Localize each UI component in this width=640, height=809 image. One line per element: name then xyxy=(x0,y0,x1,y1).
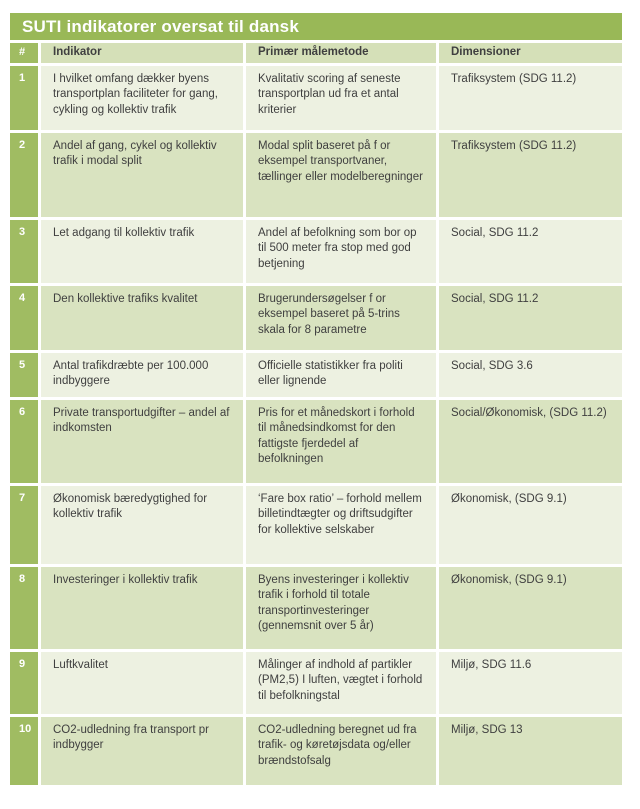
table-header-row xyxy=(10,43,622,63)
table-title: SUTI indikatorer oversat til dansk xyxy=(10,13,622,40)
method-cell: Målinger af indhold af partikler (PM2,5) I luften, vægtet i forhold til befolkningstal xyxy=(246,652,436,714)
dimension-cell: Social, SDG 11.2 xyxy=(439,286,622,350)
method-cell: CO2-udledning beregnet ud fra trafik- og køretøjsdata og/eller brændstofsalg xyxy=(246,717,436,785)
indicator-cell: Investeringer i kollektiv trafik xyxy=(41,567,243,649)
table-body xyxy=(10,66,622,785)
table-row xyxy=(10,567,622,649)
row-number-cell: 3 xyxy=(10,220,38,283)
row-number-cell: 9 xyxy=(10,652,38,714)
row-number-cell: 6 xyxy=(10,400,38,483)
indicator-cell: Luftkvalitet xyxy=(41,652,243,714)
indicator-cell: Økonomisk bæredygtighed for kollektiv trafik xyxy=(41,486,243,564)
dimension-cell: Trafiksystem (SDG 11.2) xyxy=(439,66,622,130)
dimension-cell: Social/Økonomisk, (SDG 11.2) xyxy=(439,400,622,483)
row-number-cell: 10 xyxy=(10,717,38,785)
method-cell: Modal split baseret på f or eksempel transportvaner, tællinger eller modelberegninger xyxy=(246,133,436,217)
dimension-cell: Trafiksystem (SDG 11.2) xyxy=(439,133,622,217)
suti-indicator-table xyxy=(10,13,622,785)
header-number-cell: # xyxy=(10,43,38,63)
method-cell: Pris for et månedskort i forhold til månedsindkomst for den fattigste fjerdedel af befolkningen xyxy=(246,400,436,483)
row-number-cell: 2 xyxy=(10,133,38,217)
row-number-cell: 7 xyxy=(10,486,38,564)
table-row xyxy=(10,286,622,350)
table-row xyxy=(10,133,622,217)
indicator-cell: Antal trafikdræbte per 100.000 indbyggere xyxy=(41,353,243,397)
indicator-cell: CO2-udledning fra transport pr indbygger xyxy=(41,717,243,785)
indicator-cell: I hvilket omfang dækker byens transportplan faciliteter for gang, cykling og kollektiv trafik xyxy=(41,66,243,130)
row-number-cell: 4 xyxy=(10,286,38,350)
row-number-cell: 1 xyxy=(10,66,38,130)
table-row xyxy=(10,400,622,483)
header-method-cell: Primær målemetode xyxy=(246,43,436,63)
table-row xyxy=(10,220,622,283)
method-cell: Brugerundersøgelser f or eksempel baseret på 5-trins skala for 8 parametre xyxy=(246,286,436,350)
header-dimension-cell: Dimensioner xyxy=(439,43,622,63)
method-cell: Officielle statistikker fra politi eller lignende xyxy=(246,353,436,397)
method-cell: ‘Fare box ratio’ – forhold mellem billetindtægter og driftsudgifter for kollektive selskaber xyxy=(246,486,436,564)
indicator-cell: Andel af gang, cykel og kollektiv trafik i modal split xyxy=(41,133,243,217)
table-row xyxy=(10,66,622,130)
indicator-cell: Let adgang til kollektiv trafik xyxy=(41,220,243,283)
method-cell: Andel af befolkning som bor op til 500 meter fra stop med god betjening xyxy=(246,220,436,283)
header-indicator-cell: Indikator xyxy=(41,43,243,63)
table-row xyxy=(10,353,622,397)
method-cell: Kvalitativ scoring af seneste transportplan ud fra et antal kriterier xyxy=(246,66,436,130)
row-number-cell: 5 xyxy=(10,353,38,397)
table-row xyxy=(10,717,622,785)
table-row xyxy=(10,486,622,564)
method-cell: Byens investeringer i kollektiv trafik i forhold til totale transportinvesteringer (gennemsnit over 5 år) xyxy=(246,567,436,649)
dimension-cell: Social, SDG 11.2 xyxy=(439,220,622,283)
dimension-cell: Social, SDG 3.6 xyxy=(439,353,622,397)
dimension-cell: Økonomisk, (SDG 9.1) xyxy=(439,567,622,649)
dimension-cell: Økonomisk, (SDG 9.1) xyxy=(439,486,622,564)
dimension-cell: Miljø, SDG 11.6 xyxy=(439,652,622,714)
indicator-cell: Private transportudgifter – andel af indkomsten xyxy=(41,400,243,483)
table-row xyxy=(10,652,622,714)
indicator-cell: Den kollektive trafiks kvalitet xyxy=(41,286,243,350)
dimension-cell: Miljø, SDG 13 xyxy=(439,717,622,785)
row-number-cell: 8 xyxy=(10,567,38,649)
